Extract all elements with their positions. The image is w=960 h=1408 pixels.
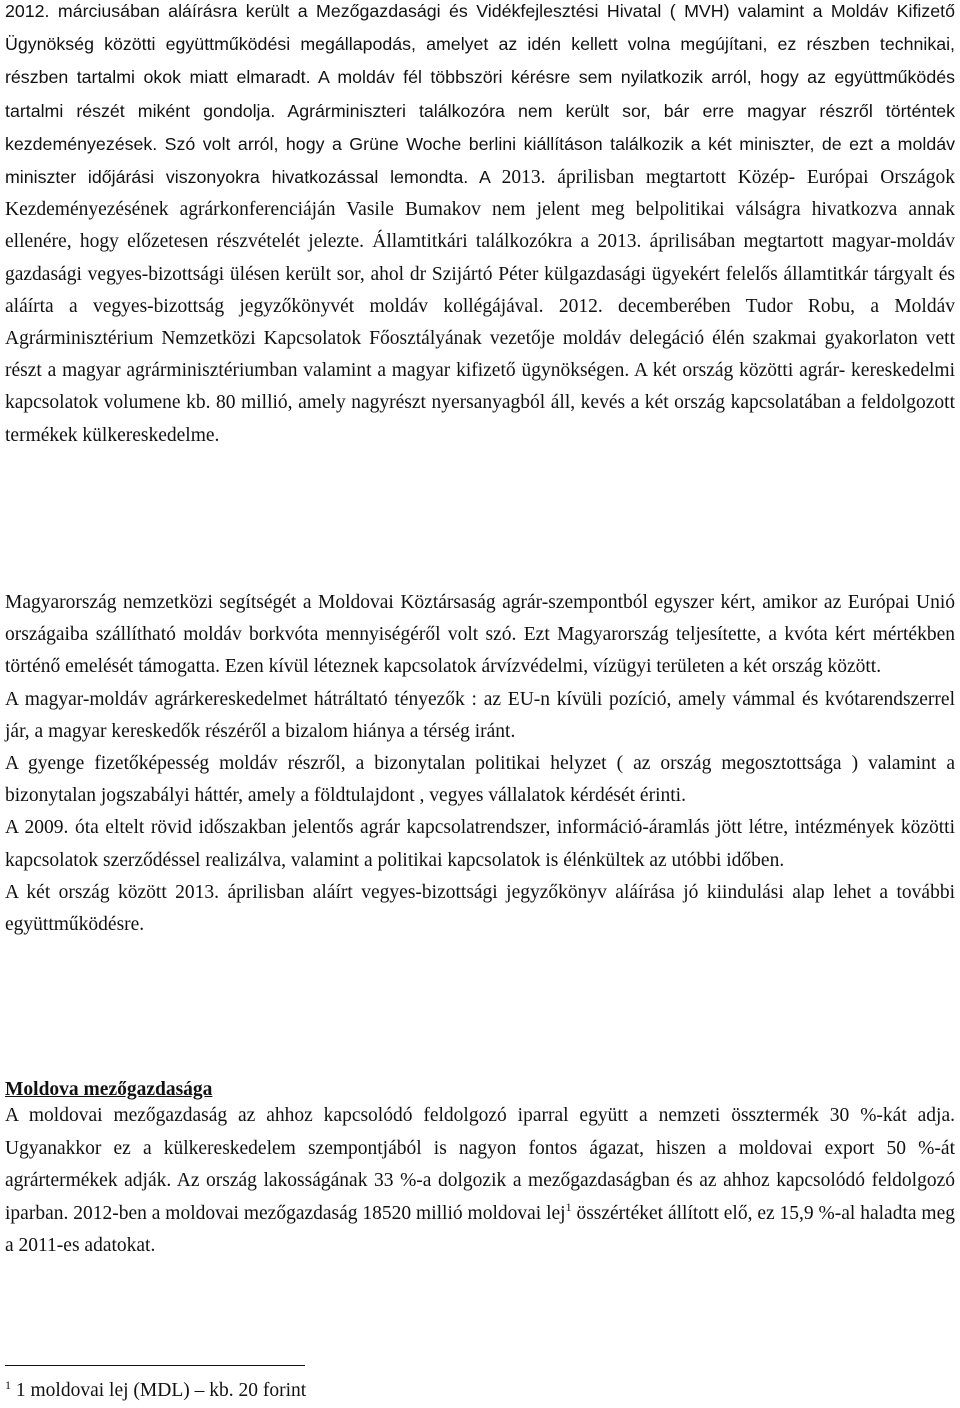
agriculture-text: A moldovai mezőgazdaság az ahhoz kapcsolódó feldolgozó iparral együtt a nemzeti össztermék 30 %-kát adja. Ugyanakkor ez a külkereskedelem szempontjából is nagyon fontos ágazat, hiszen a moldovai export 50 %-át agrártermékek adják. Az ország lakosságának 33 %-a dolgozik a mezőgazdaságban és az ahhoz kapcsolódó feldolgozó iparban. 2012-ben a moldovai mezőgazdaság 18520 millió moldovai lej bbox=[5, 1105, 955, 1224]
footnote-reference: 1 bbox=[565, 1199, 572, 1214]
agriculture-text-end: összértéket állított elő, ez 15,9 %-al haladta meg a 2011-es adatokat. bbox=[5, 1202, 955, 1256]
section-heading: Moldova mezőgazdasága bbox=[5, 1079, 213, 1100]
paragraph-weak-payment: A gyenge fizetőképesség moldáv részről, a bizonytalan politikai helyzet ( az ország megosztottsága ) valamint a bizonytalan jogszabályi háttér, amely a földtulajdont , vegyes vállalatok kérdését érinti. bbox=[5, 753, 955, 807]
footnote-marker: 1 bbox=[5, 1378, 11, 1392]
footnote-text: 1 moldovai lej (MDL) – kb. 20 forint bbox=[11, 1380, 307, 1401]
footnote-divider bbox=[5, 1365, 305, 1366]
text-segment-sans-intro: 2012. márciusában aláírásra került a Mezőgazdasági és Vidékfejlesztési Hivatal ( MVH) valamint a Moldáv Kifizető Ügynökség közötti együttműködési megállapodás, amelyet az idén kellett volna megújítani, ez részben technikai, részben tartalmi okok miatt elmaradt. A moldáv fél többszöri kérésre sem nyilatkozik arról, hogy az együttműködés tartalmi részét miként gondolja. Agrárminiszteri találkozóra nem került sor, bár erre magyar részről történtek kezdeményezések. Szó volt arról, hogy a Grüne Woche berlini kiállításon találkozik a két miniszter, de ezt a moldáv miniszter időjárási viszonyokra hivatkozással lemondta. A bbox=[5, 1, 955, 188]
paragraph-cooperation-history bbox=[5, 0, 955, 452]
text-segment-conference: áprilisban megtartott Közép- Európai Országok Kezdeményezésének agrárkonferenciáján Vasile Bumakov nem jelent meg belpolitikai válságra hivatkozva annak ellenére, hogy előzetesen részvételét jelezte. Államtitkári találkozókra a 2013. áprilisában megtartott magyar-moldáv gazdasági vegyes-bizottsági ülésen került sor, ahol dr Szijártó Péter külgazdasági ügyekért felelős államtitkár tárgyalt és aláírta a vegyes-bizottság jegyzőkönyvét moldáv kollégájával. 2012. decemberében Tudor Robu, a Moldáv Agrárminisztérium Nemzetközi Kapcsolatok Főosztályának vezetője moldáv delegáció élén szakmai gyakorlaton vett részt a magyar agrárminisztériumban valamint a magyar kifizető ügynökségen. A két ország közötti agrár- kereskedelmi kapcsolatok volumene kb. 80 millió, amely nagyrészt nyersanyagból áll, kevés a két ország kapcsolatában a feldolgozott termékek külkereskedelme. bbox=[5, 167, 955, 446]
section-body bbox=[5, 1100, 955, 1263]
footnote bbox=[5, 1378, 306, 1404]
text-segment-year: 2013. bbox=[501, 167, 546, 189]
paragraph-since-2009: A 2009. óta eltelt rövid időszakban jelentős agrár kapcsolatrendszer, információ-áramlás jött létre, intézmények közötti kapcsolatok szerződéssel realizálva, valamint a politikai kapcsolatok is élénkültek az utóbbi időben. bbox=[5, 817, 955, 871]
paragraph-obstacles: A magyar-moldáv agrárkereskedelmet hátráltató tényezők : az EU-n kívüli pozíció, amely vámmal és kvótarendszerrel jár, a magyar kereskedők részéről a bizalom hiánya a térség iránt. bbox=[5, 688, 955, 742]
paragraph-2013-protocol: A két ország között 2013. áprilisban aláírt vegyes-bizottsági jegyzőkönyv aláírása jó kiindulási alap lehet a további együttműködésre. bbox=[5, 881, 955, 936]
paragraph-moldova-agriculture bbox=[5, 1100, 955, 1263]
paragraph-group bbox=[5, 587, 955, 941]
paragraph-wine-quota: Magyarország nemzetközi segítségét a Moldovai Köztársaság agrár-szempontból egyszer kért, amikor az Európai Unió országaiba szállítható moldáv borkvóta mennyiségéről volt szó. Ezt Magyarország teljesítette, a kvóta kért mértékben történő emelését támogatta. Ezen kívül léteznek kapcsolatok árvízvédelmi, vízügyi területen a két ország között. bbox=[5, 592, 955, 678]
